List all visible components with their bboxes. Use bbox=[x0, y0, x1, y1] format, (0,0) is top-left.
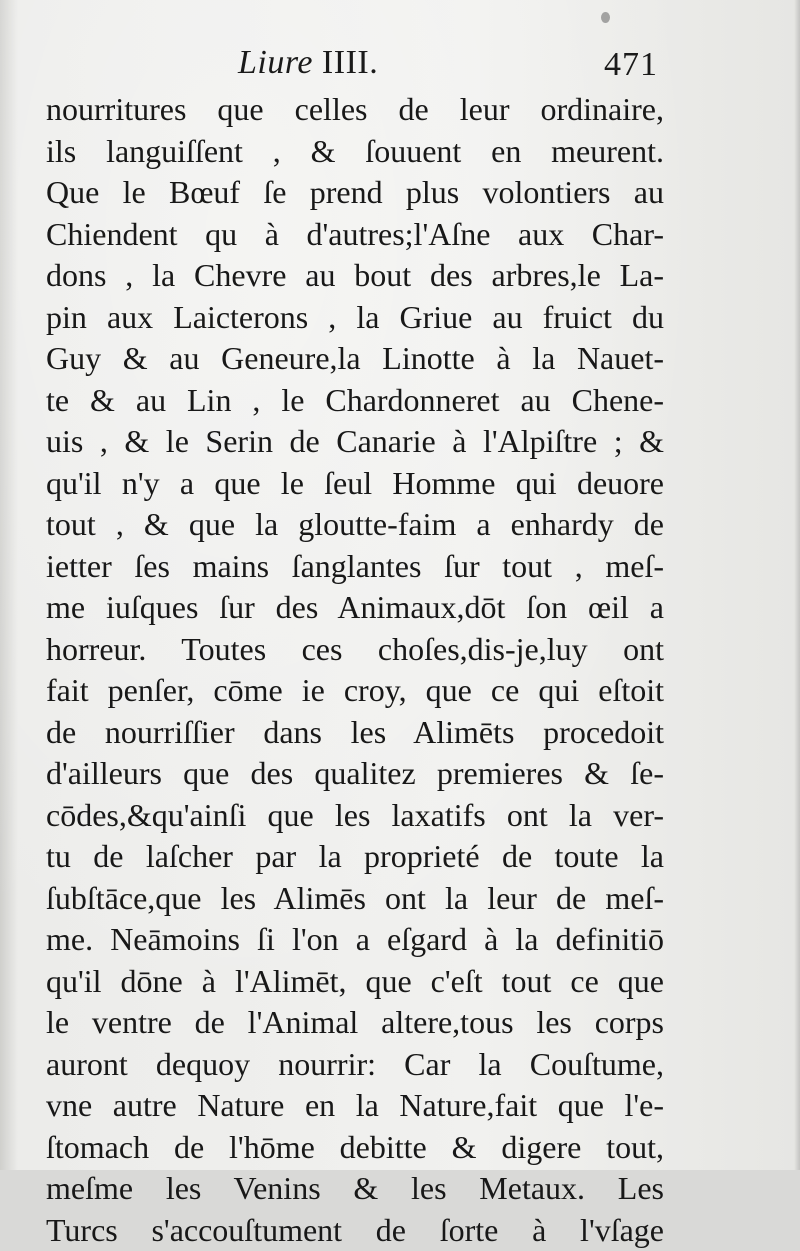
text-line: nourritures que celles de leur ordinaire, bbox=[46, 89, 664, 131]
text-line: cōdes,&qu'ainſi que les laxatifs ont la ver- bbox=[46, 795, 664, 837]
ink-spot bbox=[601, 12, 610, 23]
book-word: Liure bbox=[238, 44, 313, 81]
text-line: dons , la Chevre au bout des arbres,le La- bbox=[46, 255, 664, 297]
text-line: tu de laſcher par la proprieté de toute la bbox=[46, 836, 664, 878]
text-line: ils languiſſent , & ſouuent en meurent. bbox=[46, 131, 664, 173]
body-text bbox=[46, 89, 664, 1251]
text-line: fait penſer, cōme ie croy, que ce qui eſtoit bbox=[46, 670, 664, 712]
text-line: Chiendent qu à d'autres;l'Aſne aux Char- bbox=[46, 214, 664, 256]
text-line: te & au Lin , le Chardonneret au Chene- bbox=[46, 380, 664, 422]
text-line: ſtomach de l'hōme debitte & digere tout, bbox=[46, 1127, 664, 1169]
book-number: IIII. bbox=[322, 44, 378, 81]
text-line: me iuſques ſur des Animaux,dōt ſon œil a bbox=[46, 587, 664, 629]
text-line: auront dequoy nourrir: Car la Couſtume, bbox=[46, 1044, 664, 1086]
text-line: qu'il n'y a que le ſeul Homme qui deuore bbox=[46, 463, 664, 505]
text-line: vne autre Nature en la Nature,fait que l'e- bbox=[46, 1085, 664, 1127]
text-line: horreur. Toutes ces choſes,dis-je,luy ont bbox=[46, 629, 664, 671]
text-line: ietter ſes mains ſanglantes ſur tout , meſ- bbox=[46, 546, 664, 588]
text-line: pin aux Laicterons , la Griue au fruict du bbox=[46, 297, 664, 339]
text-line: meſme les Venins & les Metaux. Les bbox=[46, 1168, 664, 1210]
text-line: Que le Bœuf ſe prend plus volontiers au bbox=[46, 172, 664, 214]
text-line: uis , & le Serin de Canarie à l'Alpiſtre ; & bbox=[46, 421, 664, 463]
text-line: ſubſtāce,que les Alimēs ont la leur de meſ- bbox=[46, 878, 664, 920]
text-line: Guy & au Geneure,la Linotte à la Nauet- bbox=[46, 338, 664, 380]
text-line: me. Neāmoins ſi l'on a eſgard à la definitiō bbox=[46, 919, 664, 961]
text-line: qu'il dōne à l'Alimēt, que c'eſt tout ce que bbox=[46, 961, 664, 1003]
text-line: le ventre de l'Animal altere,tous les corps bbox=[46, 1002, 664, 1044]
running-head bbox=[48, 44, 658, 94]
text-line: d'ailleurs que des qualitez premieres & ſe- bbox=[46, 753, 664, 795]
running-title bbox=[238, 44, 378, 82]
text-line: tout , & que la gloutte-faim a enhardy de bbox=[46, 504, 664, 546]
text-line: Turcs s'accouſtument de ſorte à l'vſage bbox=[46, 1210, 664, 1251]
page-number: 471 bbox=[604, 46, 658, 84]
text-line: de nourriſſier dans les Alimēts procedoit bbox=[46, 712, 664, 754]
